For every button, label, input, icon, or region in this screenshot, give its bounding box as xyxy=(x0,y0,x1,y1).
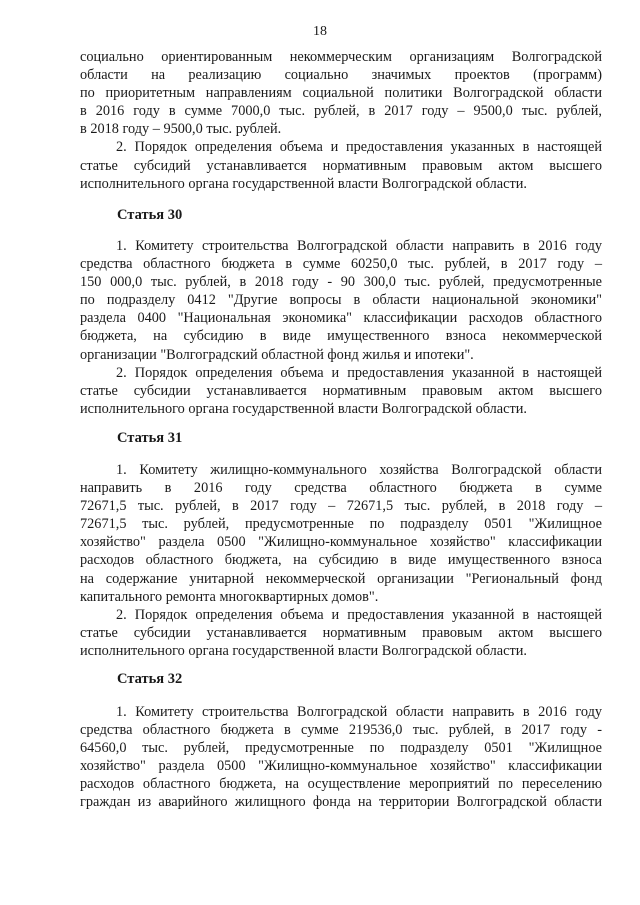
text-line: статье субсидии устанавливается нормативным правовым актом высшего xyxy=(80,624,602,641)
text-line: в 2018 году – 9500,0 тыс. рублей. xyxy=(80,121,282,138)
text-line: на содержание унитарной некоммерческой организации "Региональный фонд xyxy=(80,570,602,587)
text-line: бюджета, на субсидию в виде имущественного взноса некоммерческой xyxy=(80,328,602,345)
text-line: 72671,5 тыс. рублей, предусмотренные по подразделу 0501 "Жилищное xyxy=(80,516,602,533)
text-line: 150 000,0 тыс. рублей, в 2018 году - 90 300,0 тыс. рублей, предусмотренные xyxy=(80,274,602,291)
text-line: средства областного бюджета в сумме 219536,0 тыс. рублей, в 2017 году - xyxy=(80,722,602,739)
text-line: направить в 2016 году средства областного бюджета в сумме xyxy=(80,480,602,497)
text-line: расходов областного бюджета, на осуществление мероприятий по переселению xyxy=(80,776,602,793)
page-number: 18 xyxy=(313,24,327,39)
text-line: статье субсидий устанавливается нормативным правовым актом высшего xyxy=(80,157,602,174)
text-line: в 2016 году в сумме 7000,0 тыс. рублей, в 2017 году – 9500,0 тыс. рублей, xyxy=(80,103,602,120)
text-line: 1. Комитету строительства Волгоградской области направить в 2016 году xyxy=(116,704,602,720)
text-line: статье субсидии устанавливается нормативным правовым актом высшего xyxy=(80,382,602,399)
text-line: хозяйство" раздела 0500 "Жилищно-коммунальное хозяйство" классификации xyxy=(80,534,602,551)
text-line: исполнительного органа государственной власти Волгоградской области. xyxy=(80,400,527,417)
text-line: граждан из аварийного жилищного фонда на территории Волгоградской области xyxy=(80,794,602,811)
paragraph-block xyxy=(80,461,602,660)
text-line: по подразделу 0412 "Другие вопросы в области национальной экономики" xyxy=(80,292,602,309)
text-line: капитального ремонта многоквартирных домов". xyxy=(80,588,379,605)
text-line: по приоритетным направлениям социальной политики Волгоградской области xyxy=(80,85,602,102)
text-line: области на реализацию социально значимых проектов (программ) xyxy=(80,67,602,84)
text-line: 2. Порядок определения объема и предоставления указанных в настоящей xyxy=(116,139,602,156)
text-line: расходов областного бюджета, на субсидию в виде имущественного взноса xyxy=(80,552,602,569)
article-heading: Статья 32 xyxy=(117,671,183,687)
text-line: 2. Порядок определения объема и предоставления указанной в настоящей xyxy=(116,606,602,623)
paragraph-block xyxy=(80,703,602,812)
text-line: организации "Волгоградский областной фонд жилья и ипотеки". xyxy=(80,346,474,363)
text-line: исполнительного органа государственной власти Волгоградской области. xyxy=(80,642,527,659)
text-line: 2. Порядок определения объема и предоставления указанной в настоящей xyxy=(116,364,602,381)
text-line: 1. Комитету строительства Волгоградской области направить в 2016 году xyxy=(116,238,602,254)
article-heading: Статья 31 xyxy=(117,430,183,446)
text-line: средства областного бюджета в сумме 60250,0 тыс. рублей, в 2017 году – xyxy=(80,256,602,273)
paragraph-block xyxy=(80,48,602,193)
article-heading: Статья 30 xyxy=(117,207,183,223)
text-line: 1. Комитету жилищно-коммунального хозяйства Волгоградской области xyxy=(116,462,602,478)
text-line: хозяйство" раздела 0500 "Жилищно-коммунальное хозяйство" классификации xyxy=(80,758,602,775)
text-line: социально ориентированным некоммерческим организациям Волгоградской xyxy=(80,49,602,65)
text-line: 72671,5 тыс. рублей, в 2017 году – 72671,5 тыс. рублей, в 2018 году – xyxy=(80,498,602,515)
text-line: 64560,0 тыс. рублей, предусмотренные по подразделу 0501 "Жилищное xyxy=(80,740,602,757)
paragraph-block xyxy=(80,237,602,418)
text-line: исполнительного органа государственной власти Волгоградской области. xyxy=(80,175,527,192)
text-line: раздела 0400 "Национальная экономика" классификации расходов областного xyxy=(80,310,602,327)
